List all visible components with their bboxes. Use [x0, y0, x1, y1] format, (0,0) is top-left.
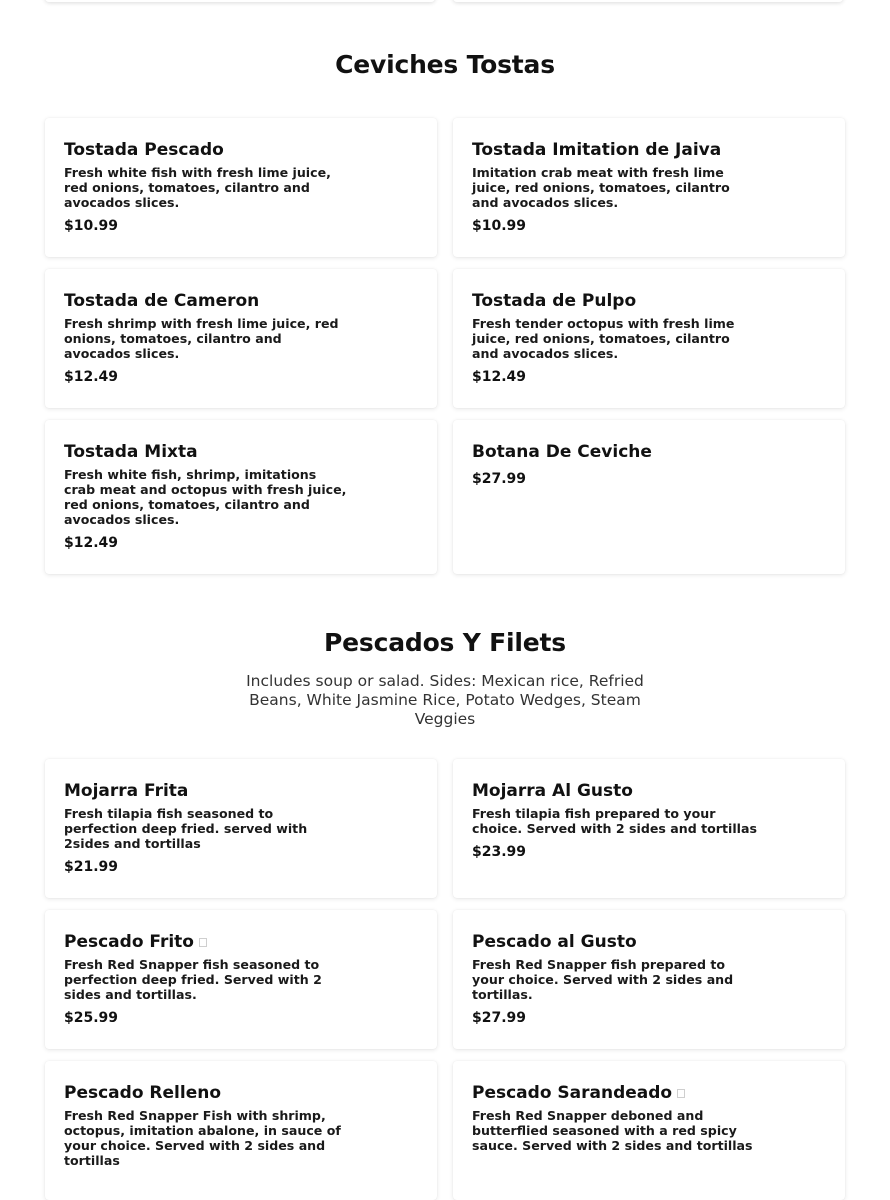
menu-item-card[interactable] — [45, 1061, 437, 1200]
menu-item-card[interactable] — [453, 420, 845, 574]
item-name: Pescado al Gusto — [472, 932, 637, 952]
menu-item-card[interactable] — [45, 118, 437, 257]
item-price: $23.99 — [472, 844, 527, 860]
item-price: $27.99 — [472, 471, 527, 487]
menu-item-card[interactable] — [45, 269, 437, 408]
menu-item-card[interactable] — [45, 759, 437, 898]
item-description: Fresh Red Snapper Fish with shrimp, octopus, imitation abalone, in sauce of your choice. Served with 2 sides and tortillas — [64, 1108, 341, 1168]
previous-item-card[interactable] — [45, 0, 435, 2]
item-description: Fresh white fish, shrimp, imitations crab meat and octopus with fresh juice, red onions, tomatoes, cilantro and avocados slices. — [64, 467, 347, 527]
item-name: Pescado Frito — [64, 932, 194, 952]
item-name: Pescado Sarandeado — [472, 1083, 673, 1103]
item-description: Fresh tender octopus with fresh lime juice, red onions, tomatoes, cilantro and avocados slices. — [472, 316, 735, 361]
item-price: $10.99 — [472, 218, 527, 234]
popular-icon — [677, 1089, 685, 1098]
item-description: Fresh tilapia fish seasoned to perfection deep fried. served with 2sides and tortillas — [64, 806, 308, 851]
section-title: Ceviches Tostas — [335, 50, 555, 79]
item-description: Fresh shrimp with fresh lime juice, red onions, tomatoes, cilantro and avocados slices. — [64, 316, 339, 361]
section-description: Includes soup or salad. Sides: Mexican rice, Refried Beans, White Jasmine Rice, Potato Wedges, Steam Veggies — [246, 672, 644, 728]
item-name: Tostada Pescado — [64, 140, 224, 160]
item-name: Mojarra Frita — [64, 781, 189, 801]
item-price: $25.99 — [64, 1010, 119, 1026]
item-name: Mojarra Al Gusto — [472, 781, 633, 801]
item-description: Fresh white fish with fresh lime juice, red onions, tomatoes, cilantro and avocados slices. — [64, 165, 331, 210]
menu-item-card[interactable] — [45, 910, 437, 1049]
popular-icon — [199, 938, 207, 947]
item-description: Imitation crab meat with fresh lime juice, red onions, tomatoes, cilantro and avocados slices. — [472, 165, 730, 210]
menu-item-card[interactable] — [453, 910, 845, 1049]
item-name: Pescado Relleno — [64, 1083, 222, 1103]
item-name-row — [64, 931, 418, 953]
item-description: Fresh Red Snapper deboned and butterflied seasoned with a red spicy sauce. Served with 2 sides and tortillas — [472, 1108, 753, 1153]
item-name: Tostada Mixta — [64, 442, 198, 462]
item-price: $27.99 — [472, 1010, 527, 1026]
item-name: Tostada Imitation de Jaiva — [472, 140, 722, 160]
item-name: Tostada de Cameron — [64, 291, 260, 311]
menu-item-card[interactable] — [453, 269, 845, 408]
item-price: $12.49 — [472, 369, 527, 385]
menu-item-card[interactable] — [453, 118, 845, 257]
item-price: $12.49 — [64, 369, 119, 385]
item-price: $12.49 — [64, 535, 119, 551]
item-description: Fresh Red Snapper fish prepared to your choice. Served with 2 sides and tortillas. — [472, 957, 734, 1002]
menu-item-card[interactable] — [45, 420, 437, 574]
menu-item-card[interactable] — [453, 1061, 845, 1200]
item-price: $10.99 — [64, 218, 119, 234]
previous-item-card[interactable] — [453, 0, 843, 2]
section-title: Pescados Y Filets — [324, 628, 566, 657]
item-price: $21.99 — [64, 859, 119, 875]
item-name-row — [472, 1082, 826, 1104]
item-description: Fresh Red Snapper fish seasoned to perfection deep fried. Served with 2 sides and tortillas. — [64, 957, 322, 1002]
item-description: Fresh tilapia fish prepared to your choice. Served with 2 sides and tortillas — [472, 806, 757, 836]
item-name: Tostada de Pulpo — [472, 291, 637, 311]
item-name: Botana De Ceviche — [472, 442, 652, 462]
menu-item-card[interactable] — [453, 759, 845, 898]
